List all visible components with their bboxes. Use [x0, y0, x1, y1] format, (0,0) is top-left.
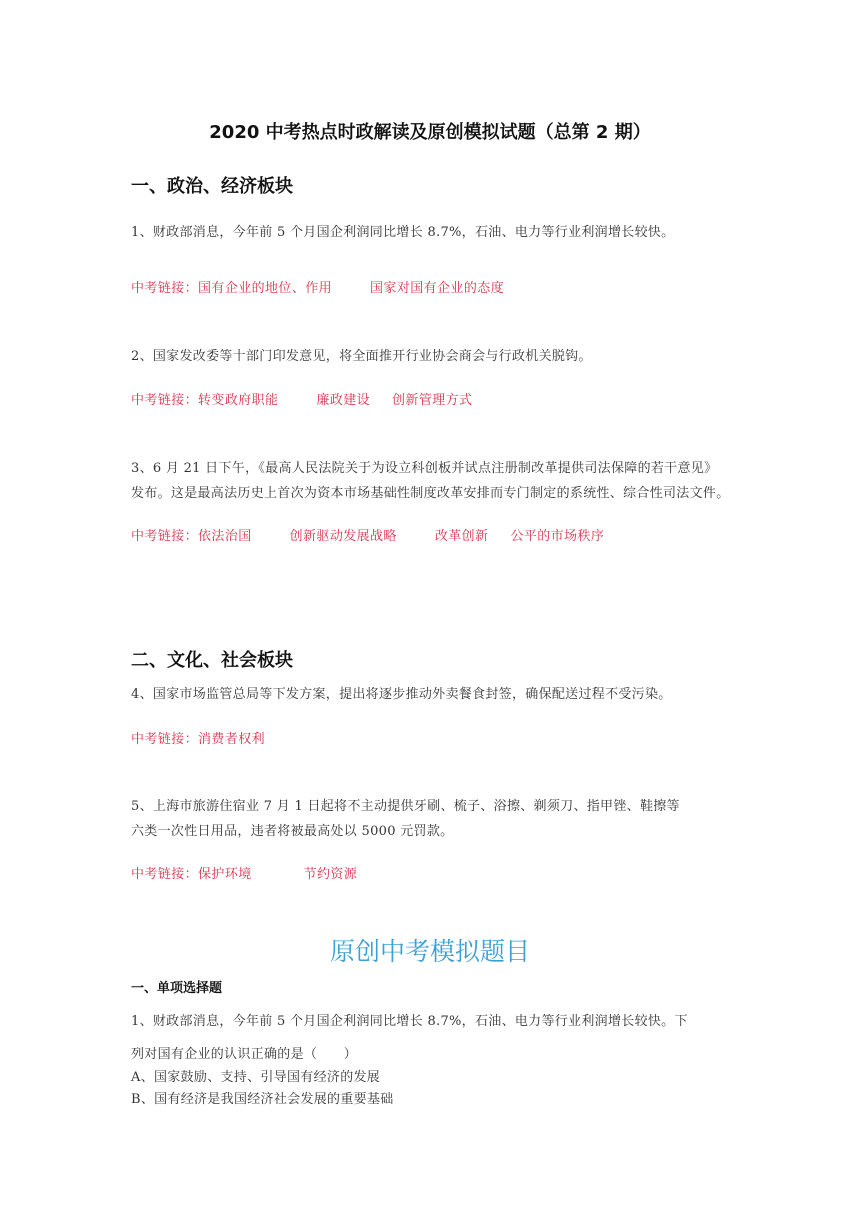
exam-link-topic: 国家对国有企业的态度 — [370, 281, 505, 296]
exam-link-topic: 国有企业的地位、作用 — [198, 281, 333, 296]
exam-link-5 — [131, 863, 357, 882]
question-type-heading: 一、单项选择题 — [131, 981, 223, 996]
original-questions-title: 原创中考模拟题目 — [329, 937, 530, 966]
exam-link-3 — [131, 525, 604, 544]
news-item-5-line-1: 5、上海市旅游住宿业 7 月 1 日起将不主动提供牙刷、梳子、浴擦、剃须刀、指甲锉、鞋擦等 — [131, 799, 680, 814]
exam-link-topic: 创新驱动发展战略 — [289, 529, 397, 544]
exam-link-4 — [131, 728, 265, 747]
news-item-4: 4、国家市场监管总局等下发方案，提出将逐步推动外卖餐食封签，确保配送过程不受污染。 — [131, 687, 672, 702]
news-item-1: 1、财政部消息，今年前 5 个月国企利润同比增长 8.7%，石油、电力等行业利润增长较快。 — [131, 225, 675, 240]
question-1-option-b: B、国有经济是我国经济社会发展的重要基础 — [131, 1092, 394, 1107]
exam-link-prefix: 中考链接： — [131, 529, 199, 544]
exam-link-topic: 改革创新 — [434, 529, 489, 544]
section-heading-politics: 一、政治、经济板块 — [131, 176, 293, 197]
exam-link-topic: 保护环境 — [198, 867, 252, 882]
exam-link-prefix: 中考链接： — [131, 393, 199, 408]
news-item-3-line-1: 3、6 月 21 日下午，《最高人民法院关于为设立科创板并试点注册制改革提供司法保障的若干意见》 — [131, 461, 718, 476]
exam-link-topic: 依法治国 — [198, 529, 252, 544]
exam-link-topic: 廉政建设 — [316, 393, 371, 408]
question-1-line-2: 列对国有企业的认识正确的是（ ） — [131, 1047, 358, 1062]
exam-link-prefix: 中考链接： — [131, 281, 199, 296]
exam-link-2 — [131, 389, 472, 408]
exam-link-topic: 节约资源 — [303, 867, 358, 882]
exam-link-prefix: 中考链接： — [131, 732, 199, 747]
news-item-2: 2、国家发改委等十部门印发意见，将全面推开行业协会商会与行政机关脱钩。 — [131, 349, 592, 364]
exam-link-topic: 转变政府职能 — [198, 393, 279, 408]
exam-link-topic: 创新管理方式 — [392, 393, 473, 408]
section-heading-culture: 二、文化、社会板块 — [131, 650, 293, 671]
exam-link-topic: 消费者权利 — [198, 732, 266, 747]
exam-link-prefix: 中考链接： — [131, 867, 199, 882]
exam-link-1 — [131, 277, 504, 296]
question-1-line-1: 1、财政部消息，今年前 5 个月国企利润同比增长 8.7%，石油、电力等行业利润增长较快。下 — [131, 1014, 688, 1029]
news-item-5-line-2: 六类一次性日用品，违者将被最高处以 5000 元罚款。 — [131, 824, 454, 839]
document-title: 2020 中考热点时政解读及原创模拟试题（总第 2 期） — [209, 122, 651, 143]
news-item-3-line-2: 发布。这是最高法历史上首次为资本市场基础性制度改革安排而专门制定的系统性、综合性司法文件。 — [131, 486, 730, 501]
question-1-option-a: A、国家鼓励、支持、引导国有经济的发展 — [131, 1070, 381, 1085]
exam-link-topic: 公平的市场秩序 — [510, 529, 605, 544]
